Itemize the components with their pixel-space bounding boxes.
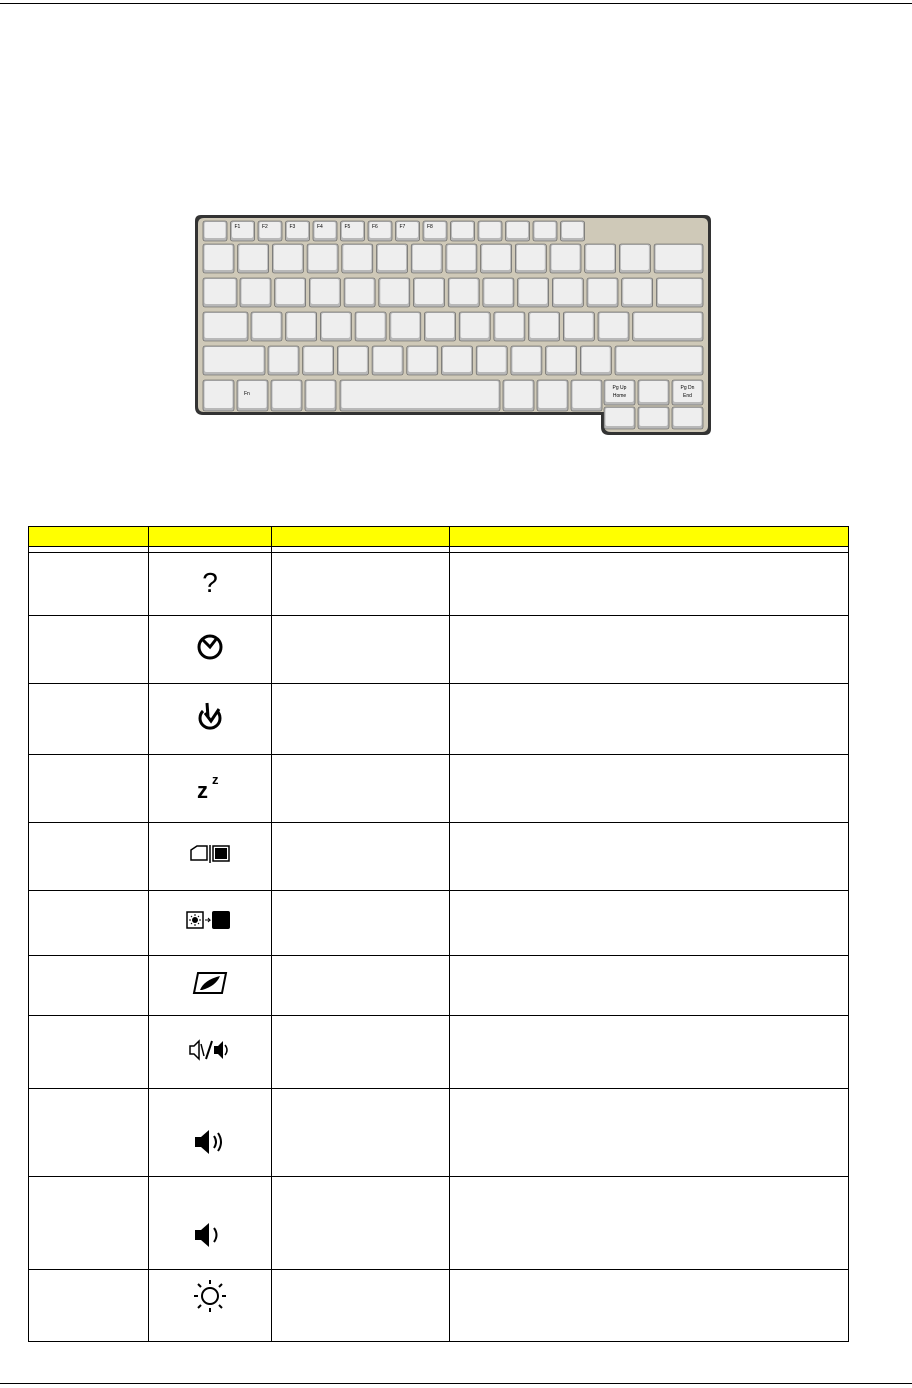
key (518, 278, 549, 307)
key (481, 244, 512, 273)
svg-text:z: z (212, 772, 219, 787)
key (268, 346, 299, 375)
key (478, 221, 502, 241)
alt-key (305, 380, 336, 411)
fn-key-label: F1 (234, 224, 241, 230)
table-row (29, 891, 849, 956)
key (459, 312, 490, 341)
table-row (29, 956, 849, 1016)
svg-text:?: ? (202, 566, 218, 597)
svg-text:z: z (197, 778, 208, 802)
key (563, 312, 594, 341)
key (272, 244, 303, 273)
caps-key (203, 312, 248, 341)
sleep-icon (194, 770, 226, 807)
key (494, 312, 525, 341)
tab-key (203, 278, 237, 307)
key (506, 221, 530, 241)
table-row (29, 616, 849, 684)
touchpad-toggle-icon (190, 970, 230, 1001)
alt-gr-key (503, 380, 534, 411)
key (515, 244, 546, 273)
key (372, 346, 403, 375)
key (483, 278, 514, 307)
key (390, 312, 421, 341)
key (320, 312, 351, 341)
down-arrow-key (638, 407, 669, 429)
key (203, 244, 234, 273)
fn-key (341, 221, 365, 241)
header-icon (149, 527, 272, 547)
fn-key-label: F5 (344, 224, 351, 230)
key (303, 346, 334, 375)
key (309, 278, 340, 307)
top-rule (0, 3, 912, 4)
table-row (29, 684, 849, 755)
pgup-label: Pg Up (612, 385, 627, 391)
pgdn-label: Pg Dn (680, 385, 695, 391)
fn-key-label: F6 (372, 224, 378, 230)
key (344, 278, 375, 307)
right-arrow-key (672, 407, 703, 429)
speaker-toggle-icon (188, 1038, 232, 1067)
shift-right-key (615, 346, 703, 375)
fn-modifier-key (237, 380, 268, 411)
key (238, 244, 269, 273)
key (598, 312, 629, 341)
pgdn-key (672, 380, 703, 405)
key (414, 278, 445, 307)
backspace-key (654, 244, 703, 273)
table-row (29, 1016, 849, 1089)
pgup-key (604, 380, 635, 405)
display-toggle-icon (187, 842, 233, 871)
key (550, 244, 581, 273)
key (587, 278, 618, 307)
shift-left-key (203, 346, 265, 375)
table-row (29, 1177, 849, 1270)
fn-key-label: F3 (289, 224, 296, 230)
help-question-icon (195, 567, 225, 602)
key (511, 346, 542, 375)
fn-key-label: F7 (399, 224, 406, 230)
keyboard-diagram (195, 215, 711, 435)
fn-key-label: F2 (262, 224, 268, 230)
key (425, 312, 456, 341)
key (275, 278, 306, 307)
key (552, 278, 583, 307)
key (307, 244, 338, 273)
key (442, 346, 473, 375)
hotkey-table (28, 526, 849, 1342)
key (561, 221, 585, 241)
fn-key (231, 221, 255, 241)
system-property-icon (195, 632, 225, 667)
key (529, 312, 560, 341)
win-right-key (537, 380, 568, 411)
key (580, 346, 611, 375)
key (448, 278, 479, 307)
volume-up-icon (192, 1128, 228, 1161)
fn-key (396, 221, 420, 241)
key (446, 244, 477, 273)
table-row (29, 1089, 849, 1177)
key (379, 278, 410, 307)
table-row (29, 553, 849, 616)
bottom-rule (0, 1383, 912, 1384)
power-scheme-toggle-icon (195, 701, 225, 738)
key (411, 244, 442, 273)
fn-key-label: Fn (244, 391, 250, 397)
key (451, 221, 475, 241)
key (286, 312, 317, 341)
enter-key (633, 312, 703, 341)
key (377, 244, 408, 273)
backslash-key (656, 278, 703, 307)
fn-key (368, 221, 392, 241)
key (533, 221, 557, 241)
volume-down-icon (192, 1221, 228, 1254)
fn-key-label: F4 (317, 224, 323, 230)
table-header-row (29, 527, 849, 547)
win-key (271, 380, 302, 411)
screen-blank-icon (184, 909, 236, 938)
key (622, 278, 653, 307)
fn-key (313, 221, 337, 241)
fn-key-label: F8 (427, 224, 433, 230)
end-label: End (683, 393, 692, 399)
table-row (29, 1270, 849, 1342)
header-description (450, 527, 849, 547)
key (355, 312, 386, 341)
space-key (340, 380, 500, 411)
key (619, 244, 650, 273)
fn-key (286, 221, 310, 241)
header-hotkey (29, 527, 149, 547)
table-row (29, 823, 849, 891)
key (240, 278, 271, 307)
key (423, 221, 447, 241)
home-label: Home (612, 393, 627, 399)
key (476, 346, 507, 375)
key (585, 244, 616, 273)
brightness-icon (192, 1278, 228, 1319)
table-row (29, 755, 849, 823)
left-arrow-key (604, 407, 635, 429)
fn-key (203, 221, 227, 241)
key (251, 312, 282, 341)
up-arrow-key (638, 380, 669, 405)
key (546, 346, 577, 375)
key (337, 346, 368, 375)
menu-key (571, 380, 602, 411)
fn-key (258, 221, 282, 241)
header-function (272, 527, 450, 547)
ctrl-key (203, 380, 234, 411)
key (407, 346, 438, 375)
key (342, 244, 373, 273)
